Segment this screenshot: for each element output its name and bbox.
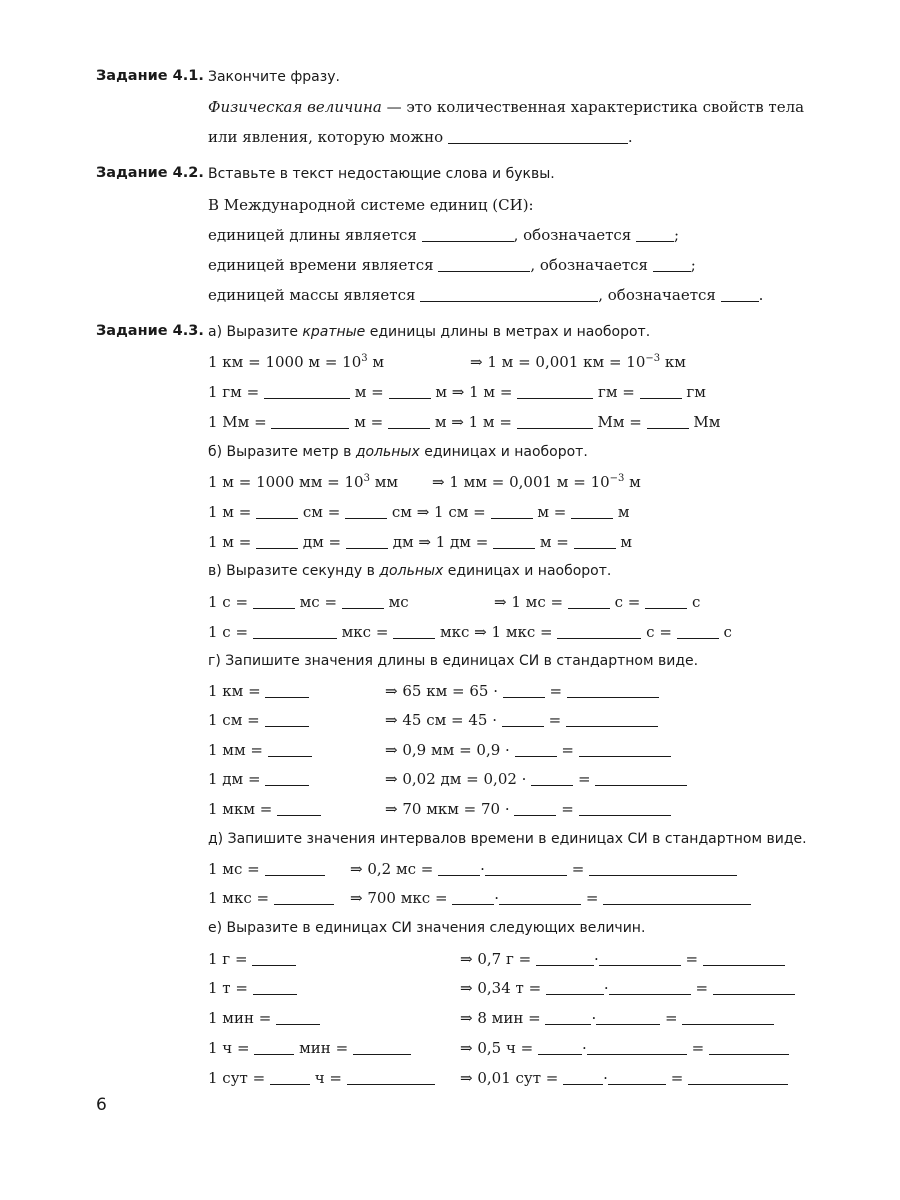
subtask-d-heading: д) Запишите значения интервалов времени в единицах СИ в стандартном виде. — [208, 831, 807, 847]
row-text: мкс ⇒ 1 мкс = — [439, 623, 553, 641]
answer-blank[interactable] — [596, 1009, 660, 1025]
answer-blank[interactable] — [645, 593, 687, 609]
answer-blank[interactable] — [595, 770, 687, 786]
e-row-2-right — [460, 1009, 774, 1027]
row-text: дм ⇒ 1 дм = — [392, 533, 489, 551]
heading-prefix: в) Выразите секунду в — [208, 563, 380, 579]
row-text: с — [723, 623, 732, 641]
subtask-b-row1 — [208, 503, 630, 521]
denoted-text: , обозначается — [530, 256, 649, 274]
answer-blank[interactable] — [536, 950, 594, 966]
row-text: с = — [614, 593, 641, 611]
subtask-a-heading — [208, 324, 650, 340]
answer-blank[interactable] — [579, 741, 671, 757]
answer-blank[interactable] — [502, 711, 544, 727]
g-row-0-right — [385, 682, 659, 700]
heading-suffix: единицах и наоборот. — [419, 444, 588, 460]
example-text: 1 км = 1000 м = 10 — [208, 353, 362, 371]
answer-blank[interactable] — [268, 741, 312, 757]
g-row-1-left — [208, 711, 309, 729]
row-text: 1 мкм = — [208, 800, 273, 818]
denoted-text: , обозначается — [513, 226, 632, 244]
answer-blank[interactable] — [438, 256, 530, 272]
answer-blank[interactable] — [517, 383, 593, 399]
row-text: ⇒ 0,7 г = — [460, 950, 532, 968]
row-text: Мм = — [597, 413, 642, 431]
row-text: 1 мкс = — [208, 889, 270, 907]
answer-blank[interactable] — [538, 1039, 582, 1055]
row-text: гм — [686, 383, 706, 401]
multiply-dot: · — [603, 979, 609, 997]
period: . — [627, 128, 633, 146]
row-text: м = — [537, 503, 567, 521]
row-text: см ⇒ 1 см = — [391, 503, 486, 521]
answer-blank[interactable] — [265, 770, 309, 786]
answer-blank[interactable] — [277, 800, 321, 816]
e-row-4-right — [460, 1069, 788, 1087]
answer-blank[interactable] — [571, 503, 613, 519]
row-text: м — [617, 503, 630, 521]
answer-blank[interactable] — [389, 383, 431, 399]
example-right — [470, 353, 686, 371]
d-row-0-right — [350, 860, 737, 878]
row-text: см = — [302, 503, 341, 521]
answer-blank[interactable] — [703, 950, 785, 966]
answer-blank[interactable] — [452, 889, 494, 905]
answer-blank[interactable] — [499, 889, 581, 905]
answer-blank[interactable] — [256, 503, 298, 519]
subtask-e-heading: е) Выразите в единицах СИ значения следующих величин. — [208, 920, 646, 936]
equals: = — [561, 741, 574, 759]
row-text: гм = — [597, 383, 635, 401]
answer-blank[interactable] — [264, 383, 350, 399]
answer-blank[interactable] — [274, 889, 334, 905]
row-text: 1 г = — [208, 950, 248, 968]
row-text: 1 м = — [208, 503, 252, 521]
answer-blank[interactable] — [345, 503, 387, 519]
subtask-a-row1 — [208, 383, 706, 401]
g-row-4-right — [385, 800, 671, 818]
row-text: ⇒ 70 мкм = 70 · — [385, 800, 510, 818]
answer-blank[interactable] — [579, 800, 671, 816]
answer-blank[interactable] — [438, 860, 480, 876]
answer-blank[interactable] — [342, 593, 384, 609]
subtask-a-row2 — [208, 413, 720, 431]
row-text: мин = — [299, 1039, 349, 1057]
task-4-3-label: Задание 4.3. — [96, 323, 204, 339]
row-text: 1 км = — [208, 682, 261, 700]
heading-italic: дольных — [355, 444, 420, 460]
e-row-0-left — [208, 950, 296, 968]
task-4-2-label: Задание 4.2. — [96, 165, 204, 181]
row-text: мс = — [299, 593, 338, 611]
row-text: м ⇒ 1 м = — [435, 383, 513, 401]
semicolon: ; — [690, 256, 696, 274]
equals: = — [549, 682, 563, 700]
answer-blank[interactable] — [531, 770, 573, 786]
answer-blank[interactable] — [640, 383, 682, 399]
e-row-4-left — [208, 1069, 435, 1087]
exponent: −3 — [645, 353, 661, 364]
row-text: ⇒ 700 мкс = — [350, 889, 448, 907]
answer-blank[interactable] — [653, 256, 691, 272]
row-text: ⇒ 0,5 ч = — [460, 1039, 534, 1057]
answer-blank[interactable] — [563, 1069, 603, 1085]
row-text: 1 т = — [208, 979, 248, 997]
mass-unit-line — [208, 286, 763, 304]
exponent: −3 — [609, 473, 625, 484]
answer-blank[interactable] — [265, 711, 309, 727]
row-text: с — [691, 593, 701, 611]
time-unit-line — [208, 256, 696, 274]
example-text: 1 м = 1000 мм = 10 — [208, 473, 364, 491]
heading-italic: дольных — [379, 563, 444, 579]
row-text: дм = — [302, 533, 342, 551]
answer-blank[interactable] — [347, 1069, 435, 1085]
row-text: 1 гм = — [208, 383, 260, 401]
exponent: 3 — [363, 473, 370, 484]
answer-blank[interactable] — [721, 286, 759, 302]
answer-blank[interactable] — [713, 979, 795, 995]
semicolon: ; — [674, 226, 680, 244]
equals: = — [665, 1009, 678, 1027]
row-text: м = — [354, 383, 384, 401]
d-row-1-right — [350, 889, 751, 907]
answer-blank[interactable] — [493, 533, 535, 549]
row-text: мкс = — [341, 623, 389, 641]
subtask-g-heading: г) Запишите значения длины в единицах СИ в стандартном виде. — [208, 653, 699, 669]
length-unit-line — [208, 226, 679, 244]
answer-blank[interactable] — [589, 860, 737, 876]
e-row-3-right — [460, 1039, 789, 1057]
equals: = — [691, 1039, 705, 1057]
multiply-dot: · — [603, 1069, 608, 1087]
answer-blank[interactable] — [688, 1069, 788, 1085]
answer-blank[interactable] — [609, 979, 691, 995]
answer-blank[interactable] — [253, 593, 295, 609]
multiply-dot: · — [591, 1009, 597, 1027]
row-text: 1 см = — [208, 711, 260, 729]
time-text: единицей времени является — [208, 256, 434, 274]
subtask-v-row1-right — [494, 593, 700, 611]
row-text: м — [620, 533, 633, 551]
example-left — [208, 473, 398, 491]
task-4-1-line1 — [208, 98, 804, 116]
answer-blank[interactable] — [567, 682, 659, 698]
answer-blank[interactable] — [388, 413, 430, 429]
task-4-1-instruction: Закончите фразу. — [208, 69, 340, 85]
row-text: 1 ч = — [208, 1039, 250, 1057]
answer-blank[interactable] — [422, 226, 514, 242]
answer-blank[interactable] — [557, 623, 641, 639]
row-text: ⇒ 0,01 сут = — [460, 1069, 559, 1087]
answer-blank[interactable] — [393, 623, 435, 639]
row-text: ⇒ 0,9 мм = 0,9 · — [385, 741, 510, 759]
answer-blank[interactable] — [420, 286, 598, 302]
e-row-1-right — [460, 979, 795, 997]
heading-italic: кратные — [302, 324, 366, 340]
example-text: ⇒ 1 м = 0,001 км = 10 — [470, 353, 646, 371]
answer-blank[interactable] — [353, 1039, 411, 1055]
answer-blank[interactable] — [517, 413, 593, 429]
equals: = — [670, 1069, 684, 1087]
subtask-v-row1-left — [208, 593, 409, 611]
heading-suffix: единицах и наоборот. — [443, 563, 612, 579]
answer-blank[interactable] — [647, 413, 689, 429]
period: . — [758, 286, 764, 304]
answer-blank[interactable] — [253, 623, 337, 639]
answer-blank[interactable] — [515, 741, 557, 757]
row-text: ч = — [314, 1069, 343, 1087]
task-4-2-intro: В Международной системе единиц (СИ): — [208, 196, 534, 214]
g-row-3-left — [208, 770, 309, 788]
subtask-b-row2 — [208, 533, 632, 551]
row-text: м ⇒ 1 м = — [434, 413, 512, 431]
e-row-0-right — [460, 950, 785, 968]
answer-blank[interactable] — [256, 533, 298, 549]
row-text: ⇒ 0,02 дм = 0,02 · — [385, 770, 527, 788]
mass-text: единицей массы является — [208, 286, 416, 304]
row-text: ⇒ 1 мс = — [494, 593, 564, 611]
answer-blank[interactable] — [252, 950, 296, 966]
example-unit: м — [624, 473, 641, 491]
exponent: 3 — [361, 353, 368, 364]
row-text: 1 м = — [208, 533, 252, 551]
d-row-0-left — [208, 860, 325, 878]
example-text: ⇒ 1 мм = 0,001 м = 10 — [432, 473, 610, 491]
answer-blank[interactable] — [254, 1039, 294, 1055]
row-text: ⇒ 8 мин = — [460, 1009, 541, 1027]
multiply-dot: · — [480, 860, 485, 878]
d-row-1-left — [208, 889, 334, 907]
row-text: ⇒ 0,2 мс = — [350, 860, 434, 878]
answer-blank[interactable] — [270, 1069, 310, 1085]
heading-prefix: б) Выразите метр в — [208, 444, 356, 460]
answer-blank[interactable] — [568, 593, 610, 609]
example-left — [208, 353, 384, 371]
answer-blank[interactable] — [448, 128, 628, 144]
multiply-dot: · — [582, 1039, 587, 1057]
answer-blank[interactable] — [682, 1009, 774, 1025]
e-row-2-left — [208, 1009, 320, 1027]
e-row-1-left — [208, 979, 297, 997]
answer-blank[interactable] — [574, 533, 616, 549]
row-text: 1 с = — [208, 623, 249, 641]
answer-blank[interactable] — [599, 950, 681, 966]
answer-blank[interactable] — [503, 682, 545, 698]
answer-blank[interactable] — [265, 860, 325, 876]
equals: = — [685, 950, 699, 968]
g-row-3-right — [385, 770, 687, 788]
answer-blank[interactable] — [253, 979, 297, 995]
subtask-v-row2 — [208, 623, 732, 641]
answer-blank[interactable] — [677, 623, 719, 639]
equals: = — [548, 711, 562, 729]
heading-suffix: единицы длины в метрах и наоборот. — [365, 324, 651, 340]
equals: = — [571, 860, 585, 878]
line1-rest: — это количественная характеристика свойств тела — [381, 98, 805, 116]
e-row-3-left — [208, 1039, 411, 1057]
row-text: 1 сут = — [208, 1069, 266, 1087]
task-4-2-instruction: Вставьте в текст недостающие слова и буквы. — [208, 166, 555, 182]
answer-blank[interactable] — [265, 682, 309, 698]
row-text: 1 мин = — [208, 1009, 272, 1027]
example-unit: км — [660, 353, 686, 371]
row-text: Мм — [693, 413, 721, 431]
row-text: мс — [388, 593, 409, 611]
answer-blank[interactable] — [709, 1039, 789, 1055]
g-row-1-right — [385, 711, 658, 729]
g-row-4-left — [208, 800, 321, 818]
row-text: 1 Мм = — [208, 413, 267, 431]
length-text: единицей длины является — [208, 226, 417, 244]
row-text: 1 мм = — [208, 741, 263, 759]
denoted-text: , обозначается — [598, 286, 716, 304]
line2-text: или явления, которую можно — [208, 128, 444, 146]
g-row-2-left — [208, 741, 312, 759]
answer-blank[interactable] — [603, 889, 751, 905]
heading-prefix: а) Выразите — [208, 324, 303, 340]
answer-blank[interactable] — [566, 711, 658, 727]
row-text: ⇒ 0,34 т = — [460, 979, 542, 997]
row-text: 1 с = — [208, 593, 249, 611]
example-unit: м — [367, 353, 385, 371]
answer-blank[interactable] — [546, 979, 604, 995]
subtask-b-heading — [208, 444, 588, 460]
example-right — [432, 473, 641, 491]
row-text: м = — [539, 533, 569, 551]
row-text: м = — [354, 413, 384, 431]
task-4-1-line2 — [208, 128, 633, 146]
term-physical-quantity: Физическая величина — [208, 98, 382, 116]
row-text: ⇒ 65 км = 65 · — [385, 682, 498, 700]
answer-blank[interactable] — [545, 1009, 591, 1025]
answer-blank[interactable] — [271, 413, 349, 429]
equals: = — [585, 889, 599, 907]
answer-blank[interactable] — [485, 860, 567, 876]
row-text: ⇒ 45 см = 45 · — [385, 711, 497, 729]
equals: = — [561, 800, 574, 818]
equals: = — [695, 979, 709, 997]
multiply-dot: · — [593, 950, 599, 968]
page-number: 6 — [96, 1095, 107, 1115]
g-row-0-left — [208, 682, 309, 700]
subtask-v-heading — [208, 563, 611, 579]
task-4-1-label: Задание 4.1. — [96, 68, 204, 84]
answer-blank[interactable] — [514, 800, 556, 816]
answer-blank[interactable] — [608, 1069, 666, 1085]
answer-blank[interactable] — [491, 503, 533, 519]
multiply-dot: · — [494, 889, 500, 907]
row-text: с = — [646, 623, 672, 641]
g-row-2-right — [385, 741, 671, 759]
example-unit: мм — [369, 473, 399, 491]
answer-blank[interactable] — [587, 1039, 687, 1055]
equals: = — [578, 770, 591, 788]
answer-blank[interactable] — [276, 1009, 320, 1025]
answer-blank[interactable] — [346, 533, 388, 549]
row-text: 1 дм = — [208, 770, 261, 788]
row-text: 1 мс = — [208, 860, 260, 878]
answer-blank[interactable] — [636, 226, 674, 242]
